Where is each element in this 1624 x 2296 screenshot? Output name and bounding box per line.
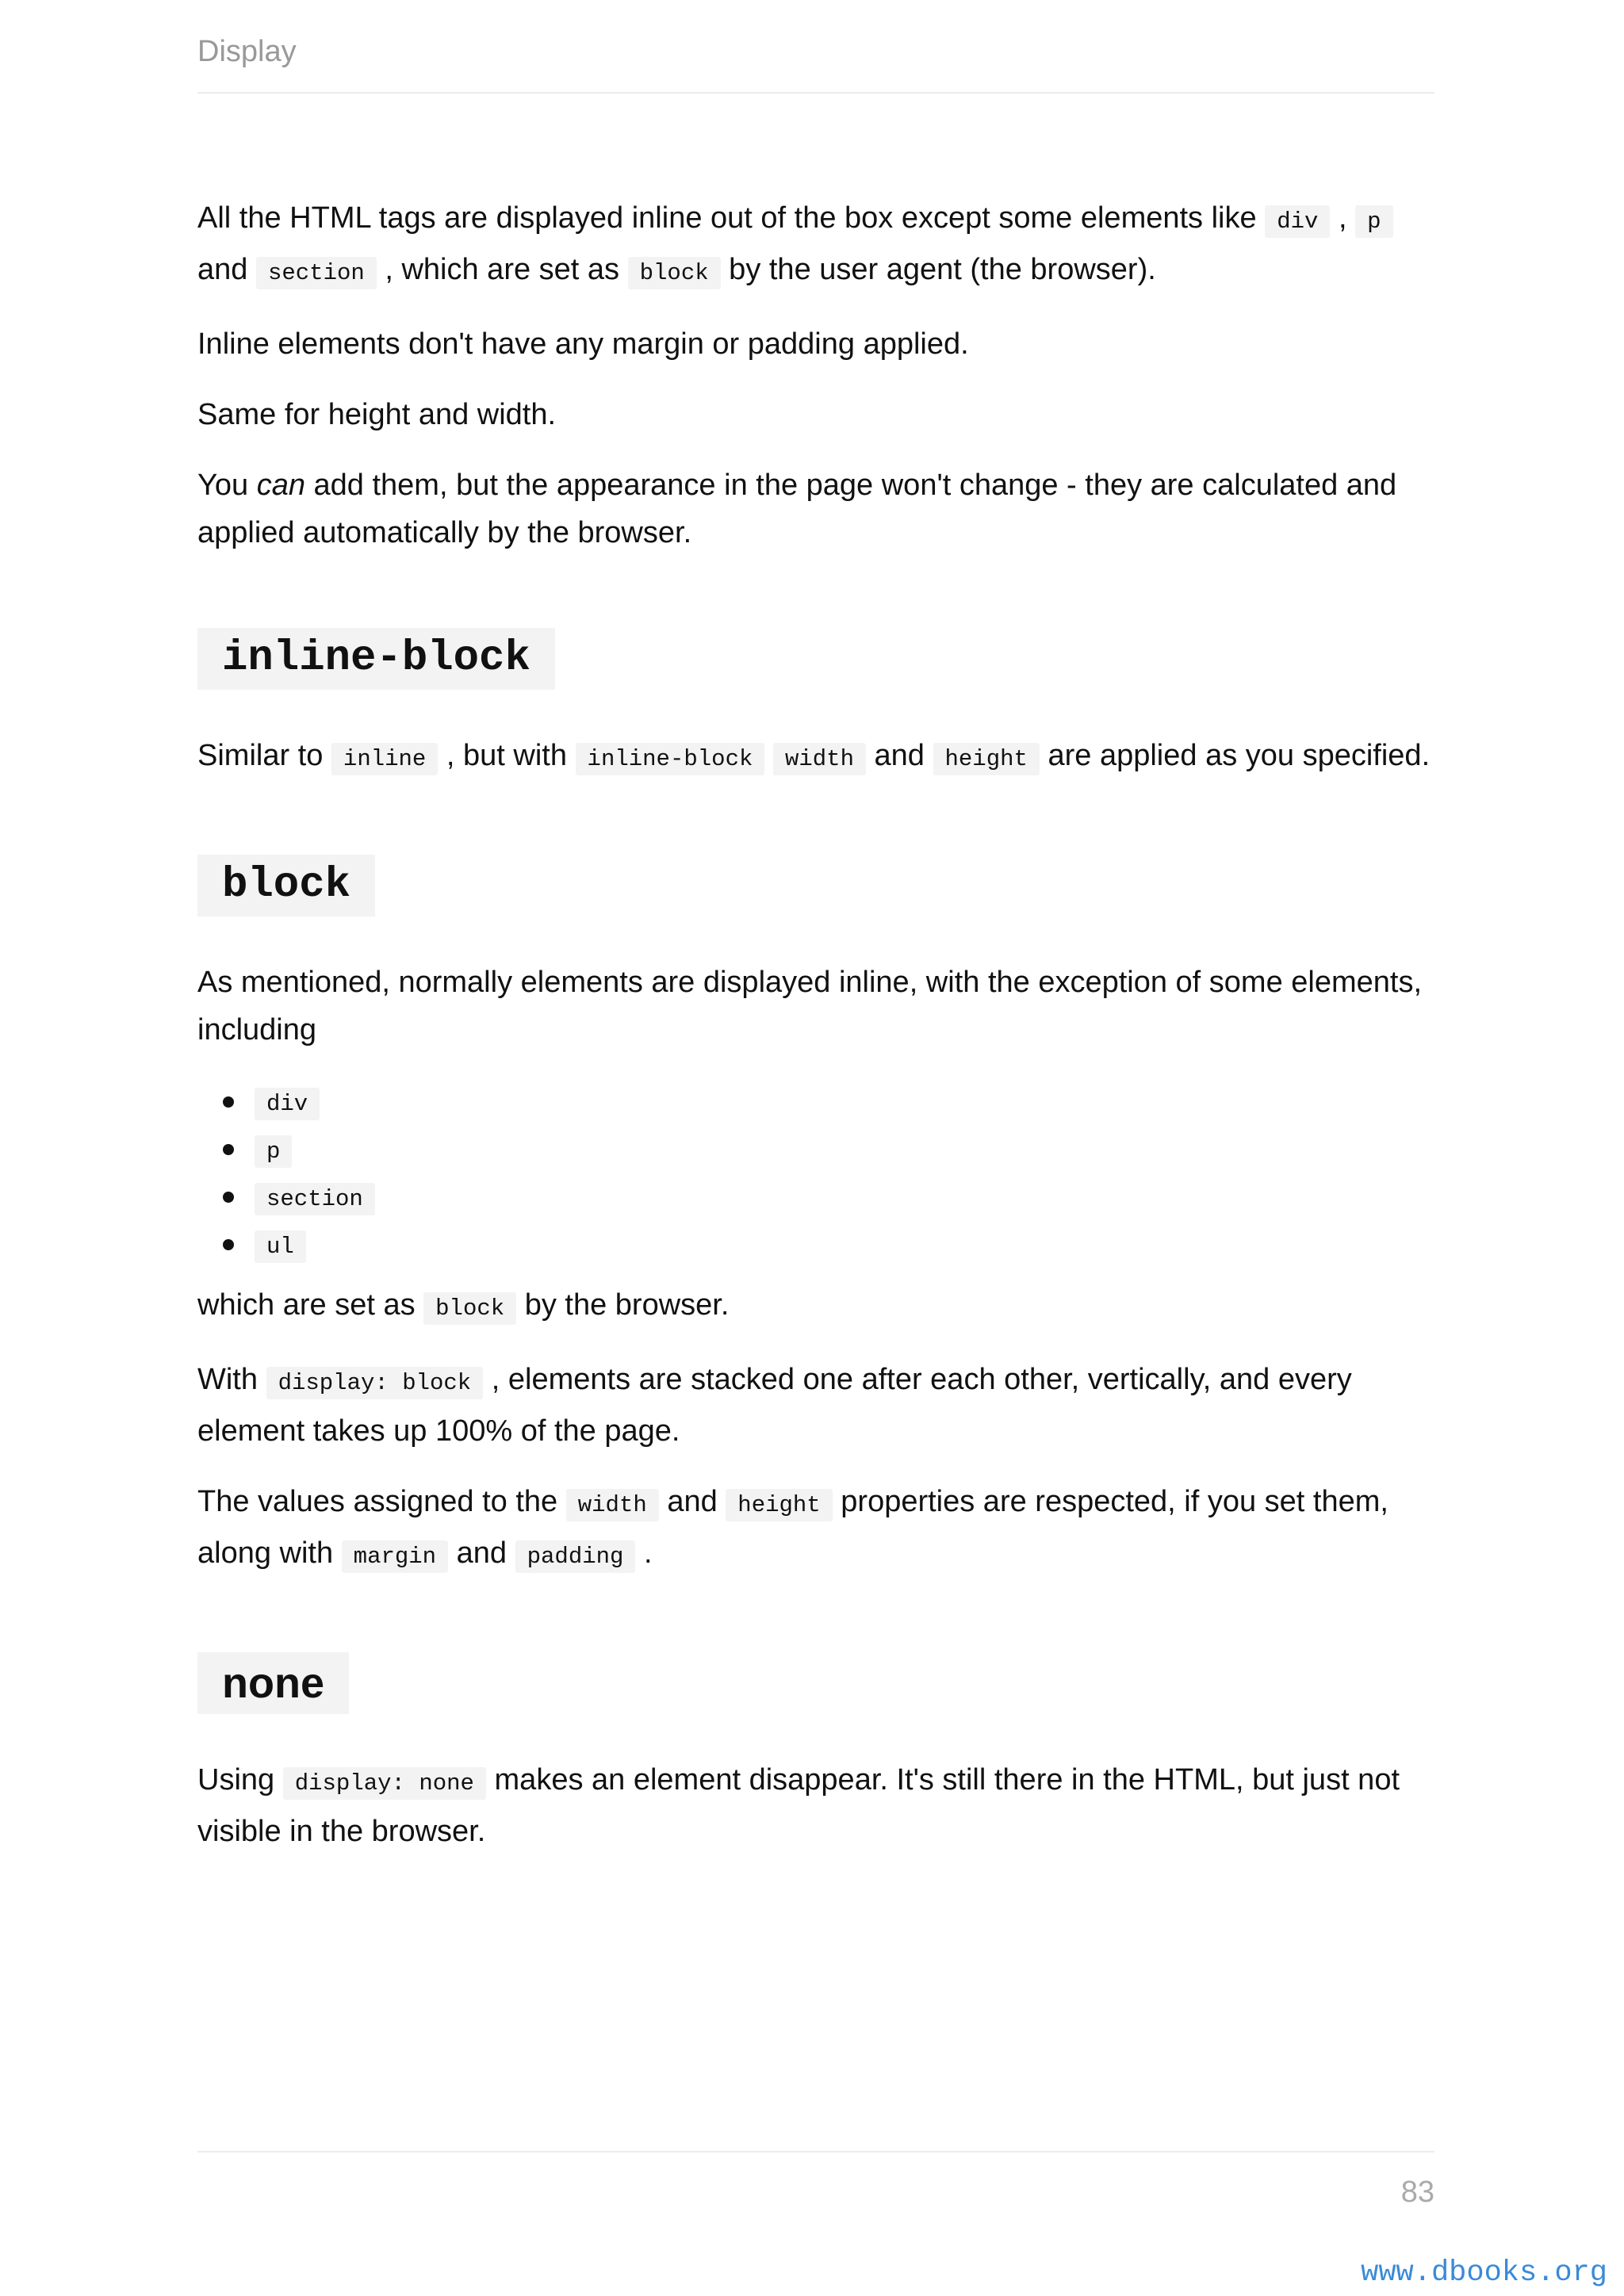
header-divider (197, 92, 1434, 94)
inline-block-paragraph: Similar to inline , but with inline-block width and height are applied as you specified. (197, 732, 1438, 783)
block-paragraph-4: The values assigned to the width and height properties are respected, if you set them, along with margin and padding . (197, 1478, 1438, 1581)
intro-paragraph-4: You can add them, but the appearance in the page won't change - they are calculated and applied automatically by the browser. (197, 469, 1397, 549)
bullet-icon (223, 1144, 234, 1155)
code-width: width (566, 1489, 659, 1521)
list-item: p (223, 1124, 1438, 1172)
block-paragraph-3: With display: block , elements are stacked one after each other, vertically, and every element takes up 100% of the page. (197, 1363, 1352, 1448)
code-block: block (423, 1292, 516, 1325)
list-item: section (223, 1172, 1438, 1219)
intro-paragraph-3: Same for height and width. (197, 398, 557, 431)
block-paragraph-1: As mentioned, normally elements are displayed inline, with the exception of some elements, including (197, 966, 1423, 1047)
code-p: p (1355, 205, 1392, 238)
none-paragraph: Using display: none makes an element disappear. It's still there in the HTML, but just not visible in the browser. (197, 1763, 1400, 1848)
block-elements-list (197, 1077, 1438, 1267)
code-inline-block: inline-block (576, 743, 765, 775)
heading-block: block (197, 855, 375, 916)
watermark-link[interactable]: www.dbooks.org (1361, 2256, 1607, 2290)
code-block: block (628, 257, 721, 289)
emphasis-can: can (256, 469, 305, 502)
code-margin: margin (342, 1540, 448, 1573)
code-width: width (773, 743, 866, 775)
code-section: section (256, 257, 377, 289)
intro-paragraph-1: All the HTML tags are displayed inline out of the box except some elements like div , p and section , which are set as block by the user agent (the browser). (197, 194, 1438, 297)
bullet-icon (223, 1192, 234, 1203)
code-padding: padding (515, 1540, 636, 1573)
heading-inline-block: inline-block (197, 628, 555, 690)
footer-divider (197, 2151, 1434, 2152)
list-item: ul (223, 1219, 1438, 1267)
intro-paragraph-2: Inline elements don't have any margin or padding applied. (197, 327, 969, 361)
heading-none: none (197, 1652, 349, 1714)
block-paragraph-2: which are set as block by the browser. (197, 1281, 1438, 1333)
bullet-icon (223, 1096, 234, 1108)
code-height: height (933, 743, 1040, 775)
code-height: height (726, 1489, 832, 1521)
page-number: 83 (1400, 2175, 1434, 2209)
page-header-title: Display (197, 35, 297, 68)
code-inline: inline (331, 743, 438, 775)
list-item: div (223, 1077, 1438, 1124)
bullet-icon (223, 1239, 234, 1250)
code-display-block: display: block (266, 1367, 484, 1399)
code-display-none: display: none (283, 1767, 486, 1800)
code-div: div (1265, 205, 1330, 238)
page-content (197, 194, 1438, 1878)
